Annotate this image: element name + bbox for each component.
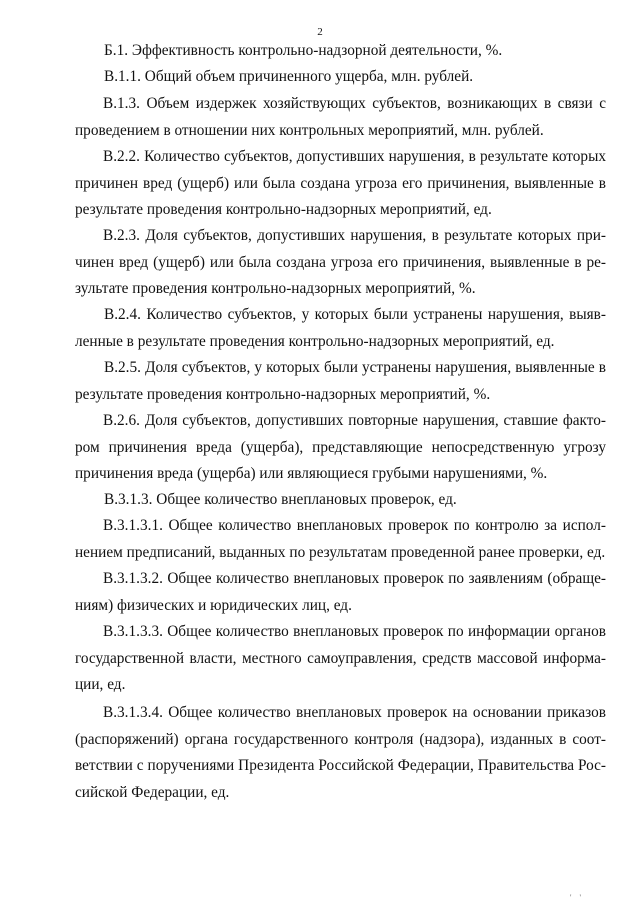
- paragraph-v3-1-3: В.3.1.3. Общее количество внеплановых проверок, ед.: [104, 491, 457, 508]
- paragraph-v3-1-3-1: В.3.1.3.1. Общее количество внеплановых проверок по контролю за исполнением предписаний, выданных по результатам проведенной ранее проверки, ед.: [75, 517, 606, 561]
- page-number: 2: [317, 26, 323, 38]
- paragraph-v3-1-3-2: В.3.1.3.2. Общее количество внеплановых проверок по заявлениям (обращениям) физических и юридических лиц, ед.: [75, 570, 606, 614]
- paragraph-v3-1-3-3: В.3.1.3.3. Общее количество внеплановых проверок по информации органов государственной власти, местного самоуправления, средств массовой информации, ед.: [75, 623, 606, 693]
- paragraph-v2-3: В.2.3. Доля субъектов, допустивших нарушения, в результате которых причинен вред (ущерб) или была создана угроза его причинения, выявленные в результате проведения контрольно-надзорных мероприятий, %.: [75, 227, 606, 297]
- paragraph-v2-5: В.2.5. Доля субъектов, у которых были устранены нарушения, выявленные в результате проведения контрольно-надзорных мероприятий, %.: [75, 359, 606, 403]
- scan-mark: ' ': [570, 893, 584, 902]
- paragraph-v2-4: В.2.4. Количество субъектов, у которых были устранены нарушения, выявленные в результате проведения контрольно-надзорных мероприятий, ед.: [75, 306, 606, 350]
- paragraph-v2-2: В.2.2. Количество субъектов, допустивших нарушения, в результате которых причинен вред (ущерб) или была создана угроза его причинения, выявленные в результате проведения контрольно-надзорных мероприятий, ед.: [75, 148, 606, 218]
- paragraph-v3-1-3-4: В.3.1.3.4. Общее количество внеплановых проверок на основании приказов (распоряжений) органа государственного контроля (надзора), изданных в соответствии с поручениями Президента Российской Федерации, Правительства Российской Федерации, ед.: [75, 704, 606, 801]
- paragraph-v1-3: В.1.3. Объем издержек хозяйствующих субъектов, возникающих в связи с проведением в отношении них контрольных мероприятий, млн. рублей.: [75, 95, 606, 139]
- paragraph-v1-1: В.1.1. Общий объем причиненного ущерба, млн. рублей.: [104, 68, 474, 85]
- paragraph-b1: Б.1. Эффективность контрольно-надзорной деятельности, %.: [104, 42, 503, 59]
- paragraph-v2-6: В.2.6. Доля субъектов, допустивших повторные нарушения, ставшие фактором причинения вреда (ущерба), представляющие непосредственную угрозу причинения вреда (ущерба) или являющиеся грубыми нарушениями, %.: [75, 412, 606, 482]
